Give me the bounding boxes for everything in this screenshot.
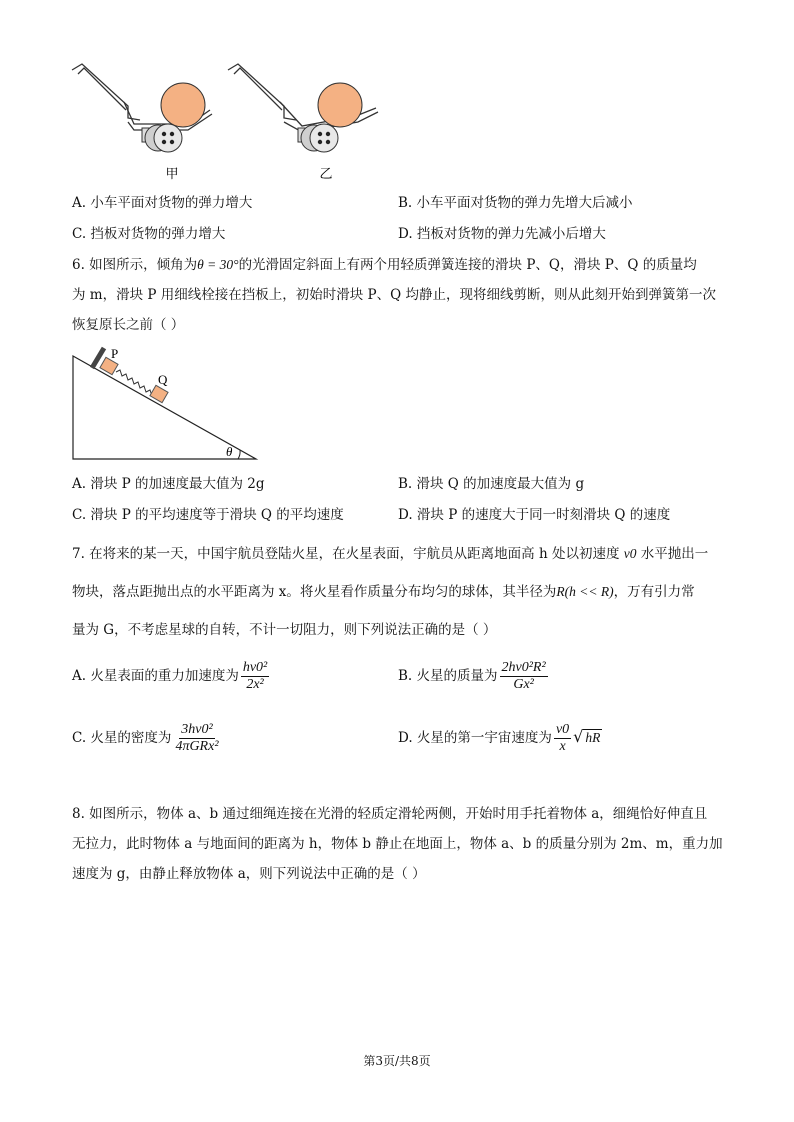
- q7-c-fraction: [173, 722, 220, 755]
- caption-jia: 甲: [165, 167, 179, 182]
- q6-option-c: C. 滑块 P 的平均速度等于滑块 Q 的平均速度: [72, 507, 344, 523]
- q7-a-text: A. 火星表面的重力加速度为: [72, 668, 239, 684]
- q7-d-den: x: [559, 739, 566, 754]
- q7-d-root: hR: [585, 730, 601, 745]
- q7-option-d: [398, 722, 602, 755]
- q8-stem: [72, 799, 728, 889]
- sqrt-icon: √: [573, 727, 584, 746]
- q6-theta-eq: θ = 30°: [197, 257, 239, 272]
- q7-b-fraction: [500, 660, 548, 693]
- cart-figure: [70, 58, 390, 183]
- q5-option-d: D. 挡板对货物的弹力先减小后增大: [398, 226, 606, 242]
- q8-line2: 无拉力，此时物体 a 与地面间的距离为 h，物体 b 静止在地面上，物体 a、b 的质量分别为 2m、m，重力加: [72, 836, 723, 852]
- q7-b-den: Gx²: [513, 677, 534, 692]
- q7-d-text: D. 火星的第一宇宙速度为: [398, 730, 552, 746]
- q6-line2: 为 m，滑块 P 用细线栓接在挡板上，初始时滑块 P、Q 均静止，现将细线剪断，则从此刻开始到弹簧第一次: [72, 287, 716, 303]
- q5-option-a: A. 小车平面对货物的弹力增大: [72, 195, 253, 211]
- label-theta: θ: [226, 444, 233, 459]
- incline-figure: [68, 344, 268, 464]
- q7-line1-post: 水平抛出一: [640, 546, 709, 562]
- cart-jia-diagram: [72, 64, 212, 152]
- q7-option-b: [398, 660, 550, 693]
- q7-line2-pre: 物块，落点距抛出点的水平距离为 x。将火星看作质量分布均匀的球体，其半径为: [72, 584, 557, 600]
- q7-c-num: 3hv0²: [181, 722, 213, 737]
- q8-line3: 速度为 g，由静止释放物体 a，则下列说法中正确的是（ ）: [72, 866, 426, 882]
- q7-line3: 量为 G，不考虑星球的自转，不计一切阻力，则下列说法正确的是（ ）: [72, 622, 497, 638]
- q6-stem: [72, 250, 728, 340]
- q6-option-b: B. 滑块 Q 的加速度最大值为 g: [398, 476, 585, 492]
- q6-line1-post: 的光滑固定斜面上有两个用轻质弹簧连接的滑块 P、Q，滑块 P、Q 的质量均: [238, 257, 697, 273]
- q8-line1: 8. 如图所示，物体 a、b 通过细绳连接在光滑的轻质定滑轮两侧，开始时用手托着物体 a，细绳恰好伸直且: [72, 806, 708, 822]
- caption-yi: 乙: [319, 167, 333, 182]
- label-p: P: [111, 346, 119, 361]
- q5-option-c: C. 挡板对货物的弹力增大: [72, 226, 226, 242]
- q7-line1-pre: 7. 在将来的某一天，中国宇航员登陆火星，在火星表面，宇航员从距离地面高 h 处以初速度: [72, 546, 620, 562]
- q7-d-num: v0: [555, 722, 570, 737]
- q6-line1-pre: 6. 如图所示，倾角为: [72, 257, 198, 273]
- q6-option-a: A. 滑块 P 的加速度最大值为 2g: [72, 476, 265, 492]
- q7-stem: [72, 535, 728, 649]
- block-q: [150, 385, 168, 402]
- cart-yi-diagram: [228, 64, 378, 152]
- q7-c-text: C. 火星的密度为: [72, 730, 172, 746]
- q7-v0: v0: [623, 546, 637, 561]
- q7-d-fraction: [554, 722, 571, 755]
- q7-b-text: B. 火星的质量为: [398, 668, 498, 684]
- q6-line3: 恢复原长之前（ ）: [72, 317, 185, 333]
- label-q: Q: [158, 372, 168, 387]
- q5-option-b: B. 小车平面对货物的弹力先增大后减小: [398, 195, 633, 211]
- q7-c-den: 4πGRx²: [175, 739, 219, 754]
- q7-option-c: [72, 722, 223, 755]
- q6-option-d: D. 滑块 P 的速度大于同一时刻滑块 Q 的速度: [398, 507, 671, 523]
- q7-b-num: 2hv0²R²: [501, 660, 546, 675]
- q7-a-den: 2x²: [246, 677, 264, 692]
- q7-a-fraction: [241, 660, 269, 693]
- q7-line2-post: ，万有引力常: [613, 584, 695, 600]
- q7-line2-math: R(h << R): [556, 584, 614, 599]
- q7-option-a: [72, 660, 271, 693]
- q7-a-num: hv0²: [242, 660, 268, 675]
- page-footer: 第3页/共8页: [363, 1054, 431, 1068]
